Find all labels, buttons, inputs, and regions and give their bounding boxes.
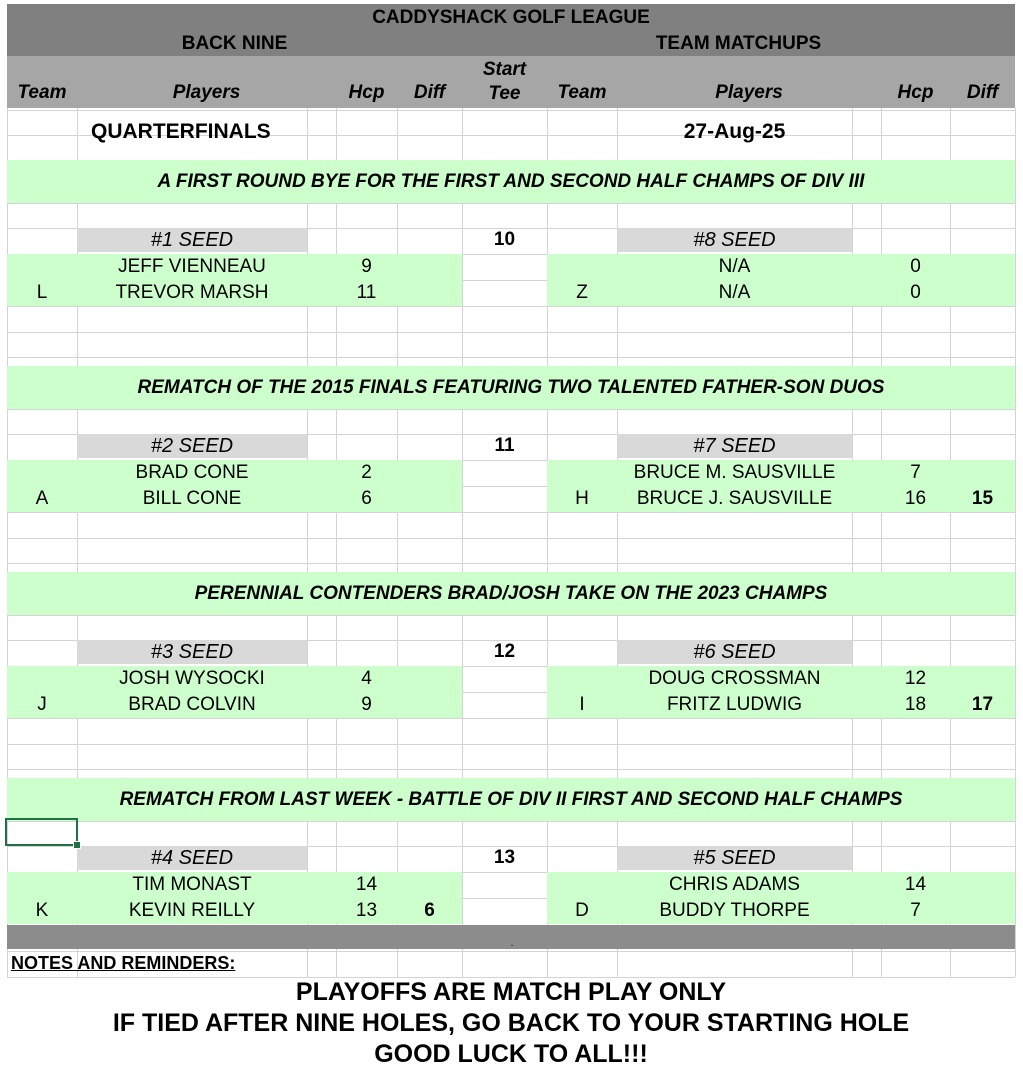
team-letter-left: L bbox=[36, 282, 48, 303]
player-hcp: 9 bbox=[361, 694, 372, 715]
handicap-diff-left: 6 bbox=[424, 900, 435, 921]
player-name: CHRIS ADAMS bbox=[669, 874, 800, 895]
team-matchups-header: TEAM MATCHUPS bbox=[462, 31, 1015, 56]
player-name: KEVIN REILLY bbox=[128, 900, 256, 921]
col-header-team-left: Team bbox=[7, 56, 77, 108]
col-header-hcp-right: Hcp bbox=[881, 56, 950, 108]
player-name: BILL CONE bbox=[142, 488, 242, 509]
selected-cell[interactable] bbox=[5, 818, 78, 846]
player-hcp: 14 bbox=[355, 874, 378, 895]
player-name: N/A bbox=[718, 256, 751, 277]
player-hcp: 12 bbox=[904, 668, 927, 689]
player-name: DOUG CROSSMAN bbox=[648, 668, 821, 689]
notes-line: PLAYOFFS ARE MATCH PLAY ONLY bbox=[295, 978, 727, 1006]
back-nine-header: BACK NINE bbox=[7, 31, 462, 56]
seed-label-right: #5 SEED bbox=[617, 846, 852, 870]
player-name: JEFF VIENNEAU bbox=[118, 256, 266, 277]
match-banner: REMATCH OF THE 2015 FINALS FEATURING TWO TALENTED FATHER-SON DUOS bbox=[7, 366, 1015, 409]
team-letter-left: A bbox=[35, 488, 49, 509]
notes-line: IF TIED AFTER NINE HOLES, GO BACK TO YOUR STARTING HOLE bbox=[112, 1009, 910, 1037]
player-hcp: 7 bbox=[910, 462, 921, 483]
team-letter-left: J bbox=[37, 694, 47, 715]
col-header-start: Start bbox=[482, 59, 527, 80]
start-tee-value: 11 bbox=[494, 435, 515, 456]
col-header-diff-left: Diff bbox=[397, 56, 462, 108]
round-date: 27-Aug-25 bbox=[683, 120, 786, 143]
player-name: BRAD COLVIN bbox=[128, 694, 256, 715]
seed-label-left: #3 SEED bbox=[77, 640, 307, 664]
fill-handle[interactable] bbox=[73, 841, 81, 849]
seed-label-left: #1 SEED bbox=[77, 228, 307, 252]
seed-label-right: #6 SEED bbox=[617, 640, 852, 664]
seed-label-right: #8 SEED bbox=[617, 228, 852, 252]
separator-mark: . bbox=[510, 938, 514, 949]
player-name: TREVOR MARSH bbox=[115, 282, 269, 303]
separator-bar bbox=[7, 925, 1015, 949]
seed-label-left: #4 SEED bbox=[77, 846, 307, 870]
col-header-team-right: Team bbox=[547, 56, 617, 108]
player-hcp: 0 bbox=[910, 282, 921, 303]
player-name: BRUCE M. SAUSVILLE bbox=[633, 462, 836, 483]
player-hcp: 9 bbox=[361, 256, 372, 277]
match-banner: A FIRST ROUND BYE FOR THE FIRST AND SECOND HALF CHAMPS OF DIV III bbox=[7, 160, 1015, 203]
handicap-diff-right: 17 bbox=[971, 694, 994, 715]
handicap-diff-left bbox=[397, 692, 462, 718]
player-hcp: 7 bbox=[910, 900, 921, 921]
handicap-diff-right: 15 bbox=[971, 488, 994, 509]
player-hcp: 16 bbox=[904, 488, 927, 509]
start-tee-value: 10 bbox=[493, 229, 516, 250]
col-header-players-right: Players bbox=[617, 56, 881, 108]
handicap-diff-left bbox=[397, 486, 462, 512]
player-name: BUDDY THORPE bbox=[659, 900, 810, 921]
team-letter-right: Z bbox=[576, 282, 588, 303]
start-tee-value: 13 bbox=[493, 847, 516, 868]
player-hcp: 13 bbox=[355, 900, 378, 921]
notes-line: GOOD LUCK TO ALL!!! bbox=[374, 1039, 648, 1068]
col-header-hcp-left: Hcp bbox=[336, 56, 397, 108]
seed-label-right: #7 SEED bbox=[617, 434, 852, 458]
match-banner: REMATCH FROM LAST WEEK - BATTLE OF DIV II FIRST AND SECOND HALF CHAMPS bbox=[7, 778, 1015, 821]
player-name: N/A bbox=[718, 282, 751, 303]
player-hcp: 4 bbox=[361, 668, 372, 689]
team-letter-right: H bbox=[575, 488, 589, 509]
player-hcp: 11 bbox=[356, 282, 377, 303]
player-hcp: 14 bbox=[904, 874, 927, 895]
col-header-players-left: Players bbox=[77, 56, 336, 108]
player-name: BRUCE J. SAUSVILLE bbox=[636, 488, 833, 509]
league-title: CADDYSHACK GOLF LEAGUE bbox=[7, 4, 1015, 31]
player-hcp: 0 bbox=[910, 256, 921, 277]
team-letter-right: D bbox=[575, 900, 589, 921]
seed-label-left: #2 SEED bbox=[77, 434, 307, 458]
player-hcp: 18 bbox=[904, 694, 927, 715]
col-header-diff-right: Diff bbox=[950, 56, 1015, 108]
player-name: JOSH WYSOCKI bbox=[119, 668, 265, 689]
handicap-diff-right bbox=[950, 898, 1015, 924]
round-name: QUARTERFINALS bbox=[91, 120, 271, 143]
player-hcp: 6 bbox=[361, 488, 372, 509]
notes-heading: NOTES AND REMINDERS: bbox=[11, 952, 236, 973]
col-header-tee: Tee bbox=[488, 83, 521, 104]
player-name: BRAD CONE bbox=[135, 462, 249, 483]
player-name: TIM MONAST bbox=[132, 874, 252, 895]
player-hcp: 2 bbox=[361, 462, 372, 483]
team-letter-left: K bbox=[35, 900, 49, 921]
start-tee-value: 12 bbox=[493, 641, 516, 662]
handicap-diff-right bbox=[950, 280, 1015, 306]
team-letter-right: I bbox=[579, 694, 585, 715]
match-banner: PERENNIAL CONTENDERS BRAD/JOSH TAKE ON THE 2023 CHAMPS bbox=[7, 572, 1015, 615]
player-name: FRITZ LUDWIG bbox=[666, 694, 803, 715]
handicap-diff-left bbox=[397, 280, 462, 306]
col-header-start-tee bbox=[462, 56, 547, 108]
